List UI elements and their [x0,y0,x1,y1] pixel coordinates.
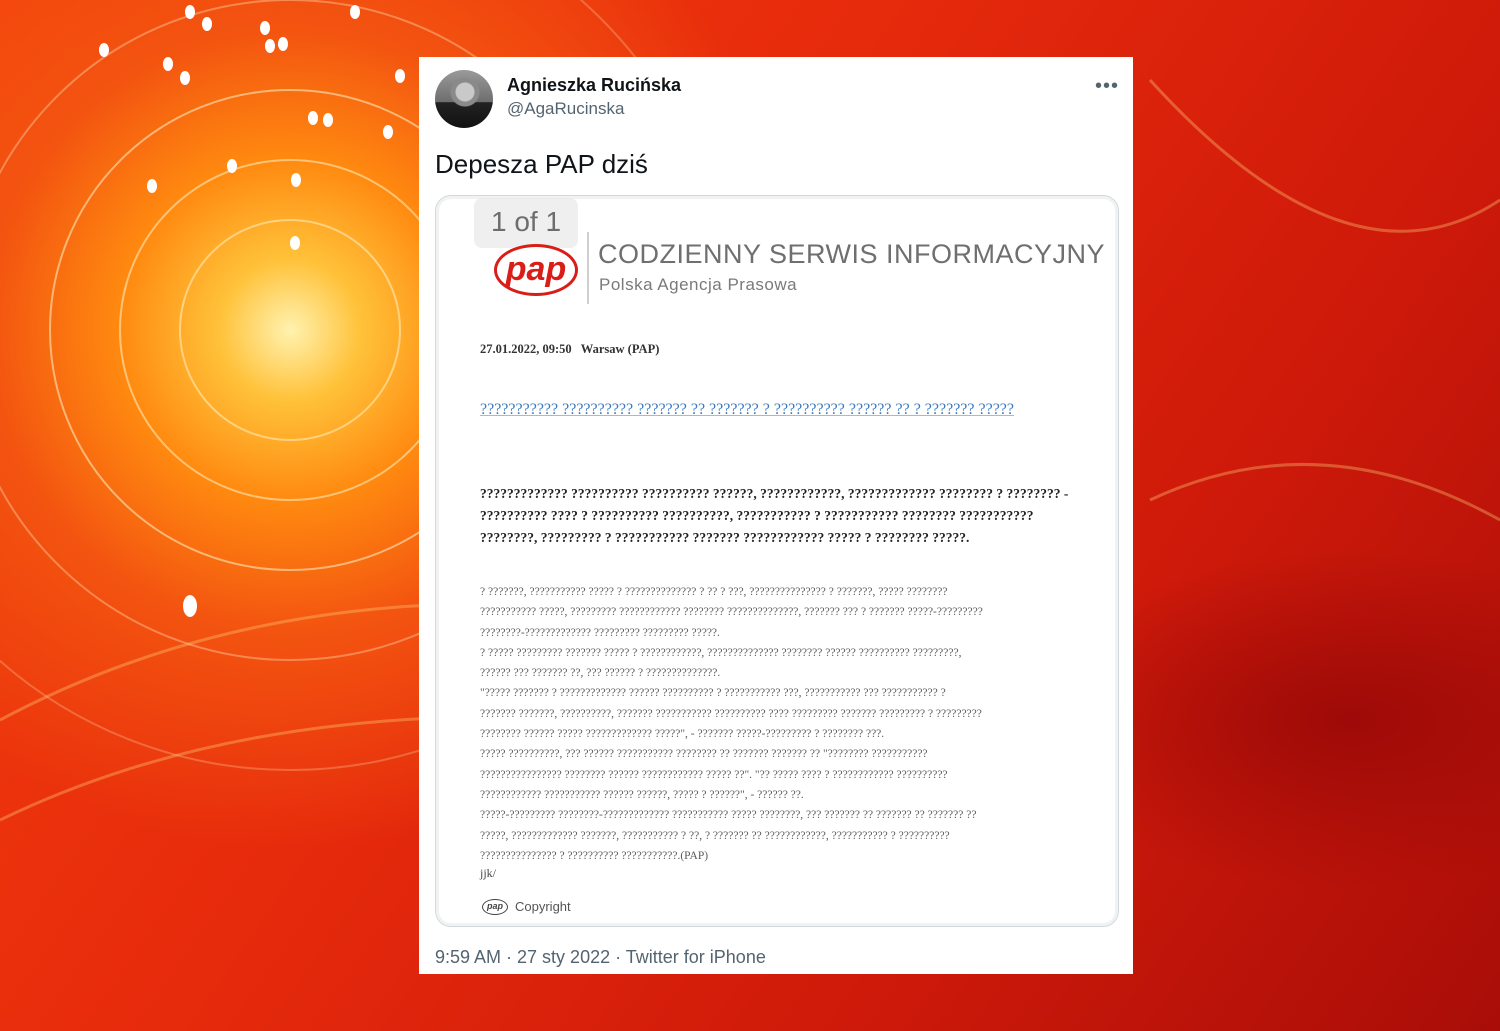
lead-paragraph: ????????????? ?????????? ?????????? ??????, ????????????, ????????????? ???????? ? ???????? - ?????????? ???? ? ?????????? ??????????, ??????????? ? ??????????? ???????? ??????????? ????????, ????????? ? ??????????? ??????? ???????????? ????? ? ???????? ?????. [480,486,1069,545]
copyright-label: Copyright [515,899,571,914]
body-text: ? ???????, ??????????? ????? ? ?????????????? ? ?? ? ???, ??????????????? ? ???????, ????? ???????? ??????????? ?????, ????????? ???????????? ???????? ??????????????, ??????? ??? ? ??????? ?????-????????? ????????-????????????? ????????? ????????? ?????. ? ????? ????????? ??????? ????? ? ????????????, ?????????????? ???????? ?????? ?????????? ?????????, ?????? ??? ??????? ??, ??? ?????? ? ??????????????. "????? ??????? ? ????????????? ?????? ?????????? ? ??????????? ???, ??????????? ??? ??????????? ? ??????? ???????, ??????????, ??????? ??????????? ?????????? ???? ????????? ??????? ????????? ? ????????? ???????? ?????? ????? ????????????? ?????", - ??????? ?????-????????? ? ???????? ???. ????? ??????????, ??? ?????? ??????????? ???????? ?? ??????? ??????? ?? "???????? ??????????? ???????????????? ???????? ?????? ???????????? ????? ??". "?? ????? ???? ? ???????????? ?????????? ???????????? ??????????? ?????? ??????, ????? ? ??????", - ?????? ??. ?????-????????? ????????-????????????? ??????????? ????? ????????, ??? ??????? ?? ??????? ?? ??????? ?? ?????, ????????????? ???????, ??????????? ? ??, ? ??????? ?? ????????????, ??????????? ? ?????????? ??????????????? ? ?????????? ???????????.(PAP) [480,586,983,862]
pap-logo: pap [494,244,578,296]
page-counter: 1 of 1 [474,198,578,248]
logo-divider [587,232,589,304]
tweet-text: Depesza PAP dziś [435,149,648,179]
tweet-timestamp[interactable]: 9:59 AM · 27 sty 2022 · Twitter for iPhone [435,947,766,967]
service-subtitle: Polska Agencja Prasowa [599,275,798,294]
author-name[interactable]: Agnieszka Rucińska [507,75,682,95]
tweet-media-image[interactable] [435,195,1119,927]
author-handle[interactable]: @AgaRucinska [507,99,625,118]
headline: ??????????? ?????????? ??????? ?? ??????? ? ?????????? ?????? ?? ? ??????? ????? [480,401,1015,418]
tweet-card [419,57,1133,974]
dateline: 27.01.2022, 09:50 Warsaw (PAP) [480,342,660,356]
service-title: CODZIENNY SERWIS INFORMACYJNY [598,239,1106,269]
avatar[interactable] [435,70,493,128]
pap-small-logo: pap [482,899,508,915]
signoff: jjk/ [480,866,497,880]
more-icon[interactable]: ••• [1095,75,1120,97]
